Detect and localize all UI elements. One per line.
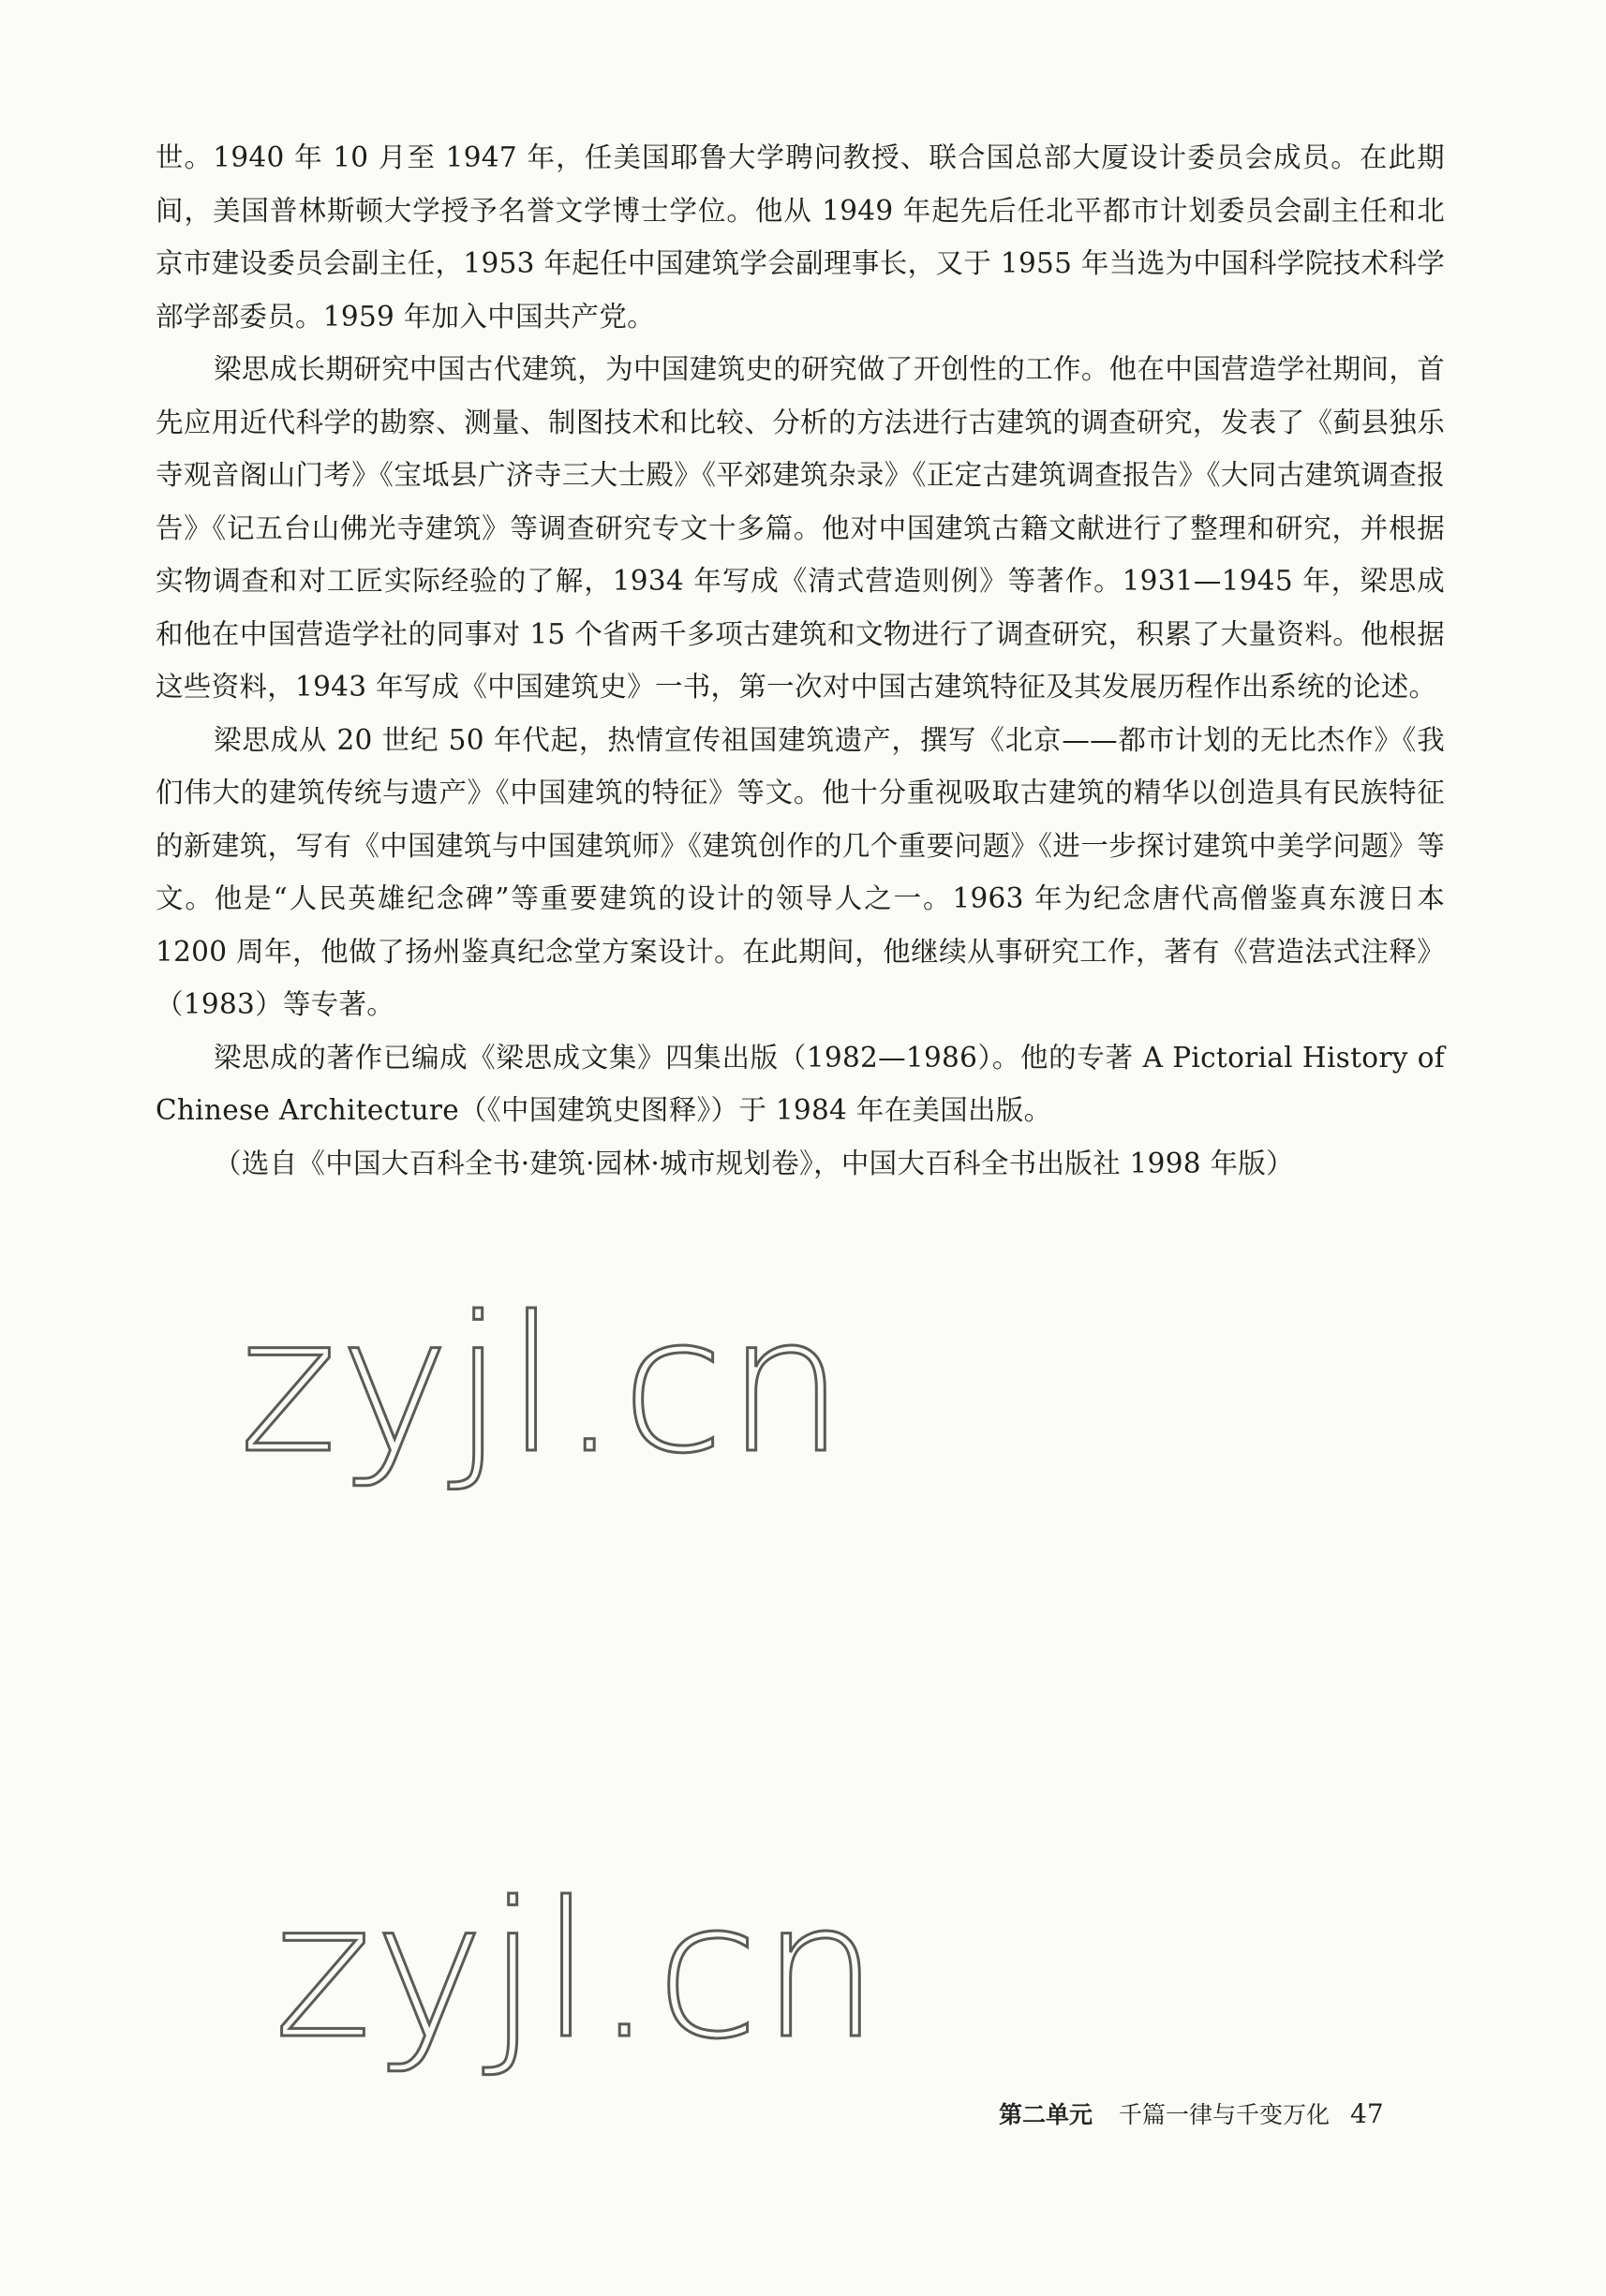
- footer-unit-title: 千篇一律与千变万化: [1119, 2101, 1331, 2128]
- footer-unit-label: 第二单元: [999, 2101, 1093, 2128]
- paragraph-works: 梁思成的著作已编成《梁思成文集》四集出版（1982—1986）。他的专著 A Pictorial History of Chinese Architecture（《中国建筑史图释》）于 1984 年在美国出版。: [156, 1041, 1445, 1126]
- page-footer: [999, 2096, 1384, 2130]
- paragraph-continuation: 世。1940 年 10 月至 1947 年，任美国耶鲁大学聘问教授、联合国总部大厦设计委员会成员。在此期间，美国普林斯顿大学授予名誉文学博士学位。他从 1949 年起先后任北平都市计划委员会副主任和北京市建设委员会副主任，1953 年起任中国建筑学会副理事长，又于 1955 年当选为中国科学院技术科学部学部委员。1959 年加入中国共产党。: [156, 141, 1445, 333]
- paragraph-research: 梁思成长期研究中国古代建筑，为中国建筑史的研究做了开创性的工作。他在中国营造学社期间，首先应用近代科学的勘察、测量、制图技术和比较、分析的方法进行古建筑的调查研究，发表了《蓟县独乐寺观音阁山门考》《宝坻县广济寺三大士殿》《平郊建筑杂录》《正定古建筑调查报告》《大同古建筑调查报告》《记五台山佛光寺建筑》等调查研究专文十多篇。他对中国建筑古籍文献进行了整理和研究，并根据实物调查和对工匠实际经验的了解，1934 年写成《清式营造则例》等著作。1931—1945 年，梁思成和他在中国营造学社的同事对 15 个省两千多项古建筑和文物进行了调查研究，积累了大量资料。他根据这些资料，1943 年写成《中国建筑史》一书，第一次对中国古建筑特征及其发展历程作出系统的论述。: [156, 353, 1445, 703]
- body-text: [156, 131, 1445, 1190]
- paragraph-source: （选自《中国大百科全书·建筑·园林·城市规划卷》，中国大百科全书出版社 1998 年版）: [214, 1147, 1294, 1179]
- watermark-top: zyjl.cn: [239, 1277, 847, 1495]
- watermark-bottom: zyjl.cn: [274, 1862, 882, 2081]
- paragraph-1950s: 梁思成从 20 世纪 50 年代起，热情宣传祖国建筑遗产，撰写《北京——都市计划的无比杰作》《我们伟大的建筑传统与遗产》《中国建筑的特征》等文。他十分重视吸取古建筑的精华以创造具有民族特征的新建筑，写有《中国建筑与中国建筑师》《建筑创作的几个重要问题》《进一步探讨建筑中美学问题》等文。他是“人民英雄纪念碑”等重要建筑的设计的领导人之一。1963 年为纪念唐代高僧鉴真东渡日本 1200 周年，他做了扬州鉴真纪念堂方案设计。在此期间，他继续从事研究工作，著有《营造法式注释》（1983）等专著。: [156, 723, 1445, 1020]
- page-number: 47: [1350, 2098, 1384, 2129]
